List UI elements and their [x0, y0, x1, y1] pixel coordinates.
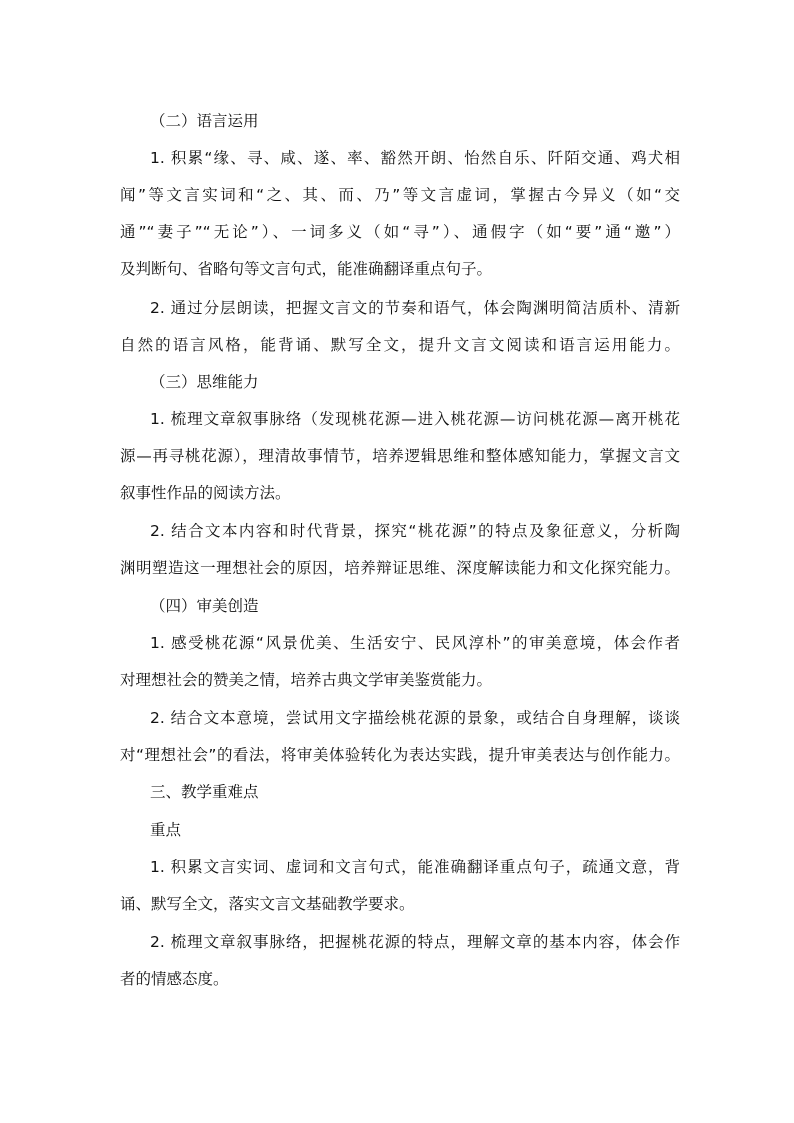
paragraph-line: 对“理想社会”的看法，将审美体验转化为表达实践，提升审美表达与创作能力。 — [120, 746, 680, 764]
paragraph-line: 自然的语言风格，能背诵、默写全文，提升文言文阅读和语言运用能力。 — [120, 336, 680, 354]
chapter-heading-key-points: 三、教学重难点 — [150, 783, 259, 801]
paragraph-line: 1. 积累文言实词、虚词和文言句式，能准确翻译重点句子，疏通文意，背 — [150, 858, 680, 876]
section-heading-thinking: （三）思维能力 — [150, 373, 259, 391]
paragraph-line: 通”“妻子”“无论”）、一词多义（如“寻”）、通假字（如“要”通“邀”） — [120, 223, 680, 241]
paragraph-line: 叙事性作品的阅读方法。 — [120, 484, 291, 502]
paragraph-line: 1. 梳理文章叙事脉络（发现桃花源—进入桃花源—访问桃花源—离开桃花 — [150, 410, 680, 428]
subheading-key-points: 重点 — [150, 821, 182, 839]
paragraph-line: 2. 通过分层朗读，把握文言文的节奏和语气，体会陶渊明简洁质朴、清新 — [150, 299, 680, 317]
paragraph-line: 及判断句、省略句等文言句式，能准确翻译重点句子。 — [120, 260, 493, 278]
paragraph-line: 2. 结合文本意境，尝试用文字描绘桃花源的景象，或结合自身理解，谈谈 — [150, 709, 680, 727]
paragraph-line: 渊明塑造这一理想社会的原因，培养辩证思维、深度解读能力和文化探究能力。 — [120, 559, 680, 577]
section-heading-aesthetics: （四）审美创造 — [150, 597, 259, 615]
paragraph-line: 者的情感态度。 — [120, 970, 229, 988]
paragraph-line: 源—再寻桃花源），理清故事情节，培养逻辑思维和整体感知能力，掌握文言文 — [120, 447, 680, 465]
paragraph-line: 2. 梳理文章叙事脉络，把握桃花源的特点，理解文章的基本内容，体会作 — [150, 933, 680, 951]
paragraph-line: 1. 感受桃花源“风景优美、生活安宁、民风淳朴”的审美意境，体会作者 — [150, 634, 680, 652]
paragraph-line: 2. 结合文本内容和时代背景，探究“桃花源”的特点及象征意义，分析陶 — [150, 522, 680, 540]
paragraph-line: 对理想社会的赞美之情，培养古典文学审美鉴赏能力。 — [120, 671, 493, 689]
section-heading-language-use: （二）语言运用 — [150, 112, 259, 130]
paragraph-line: 诵、默写全文，落实文言文基础教学要求。 — [120, 895, 415, 913]
paragraph-line: 闻”等文言实词和“之、其、而、乃”等文言虚词，掌握古今异义（如“交 — [120, 186, 680, 204]
paragraph-line: 1. 积累“缘、寻、咸、遂、率、豁然开朗、怡然自乐、阡陌交通、鸡犬相 — [150, 149, 680, 167]
